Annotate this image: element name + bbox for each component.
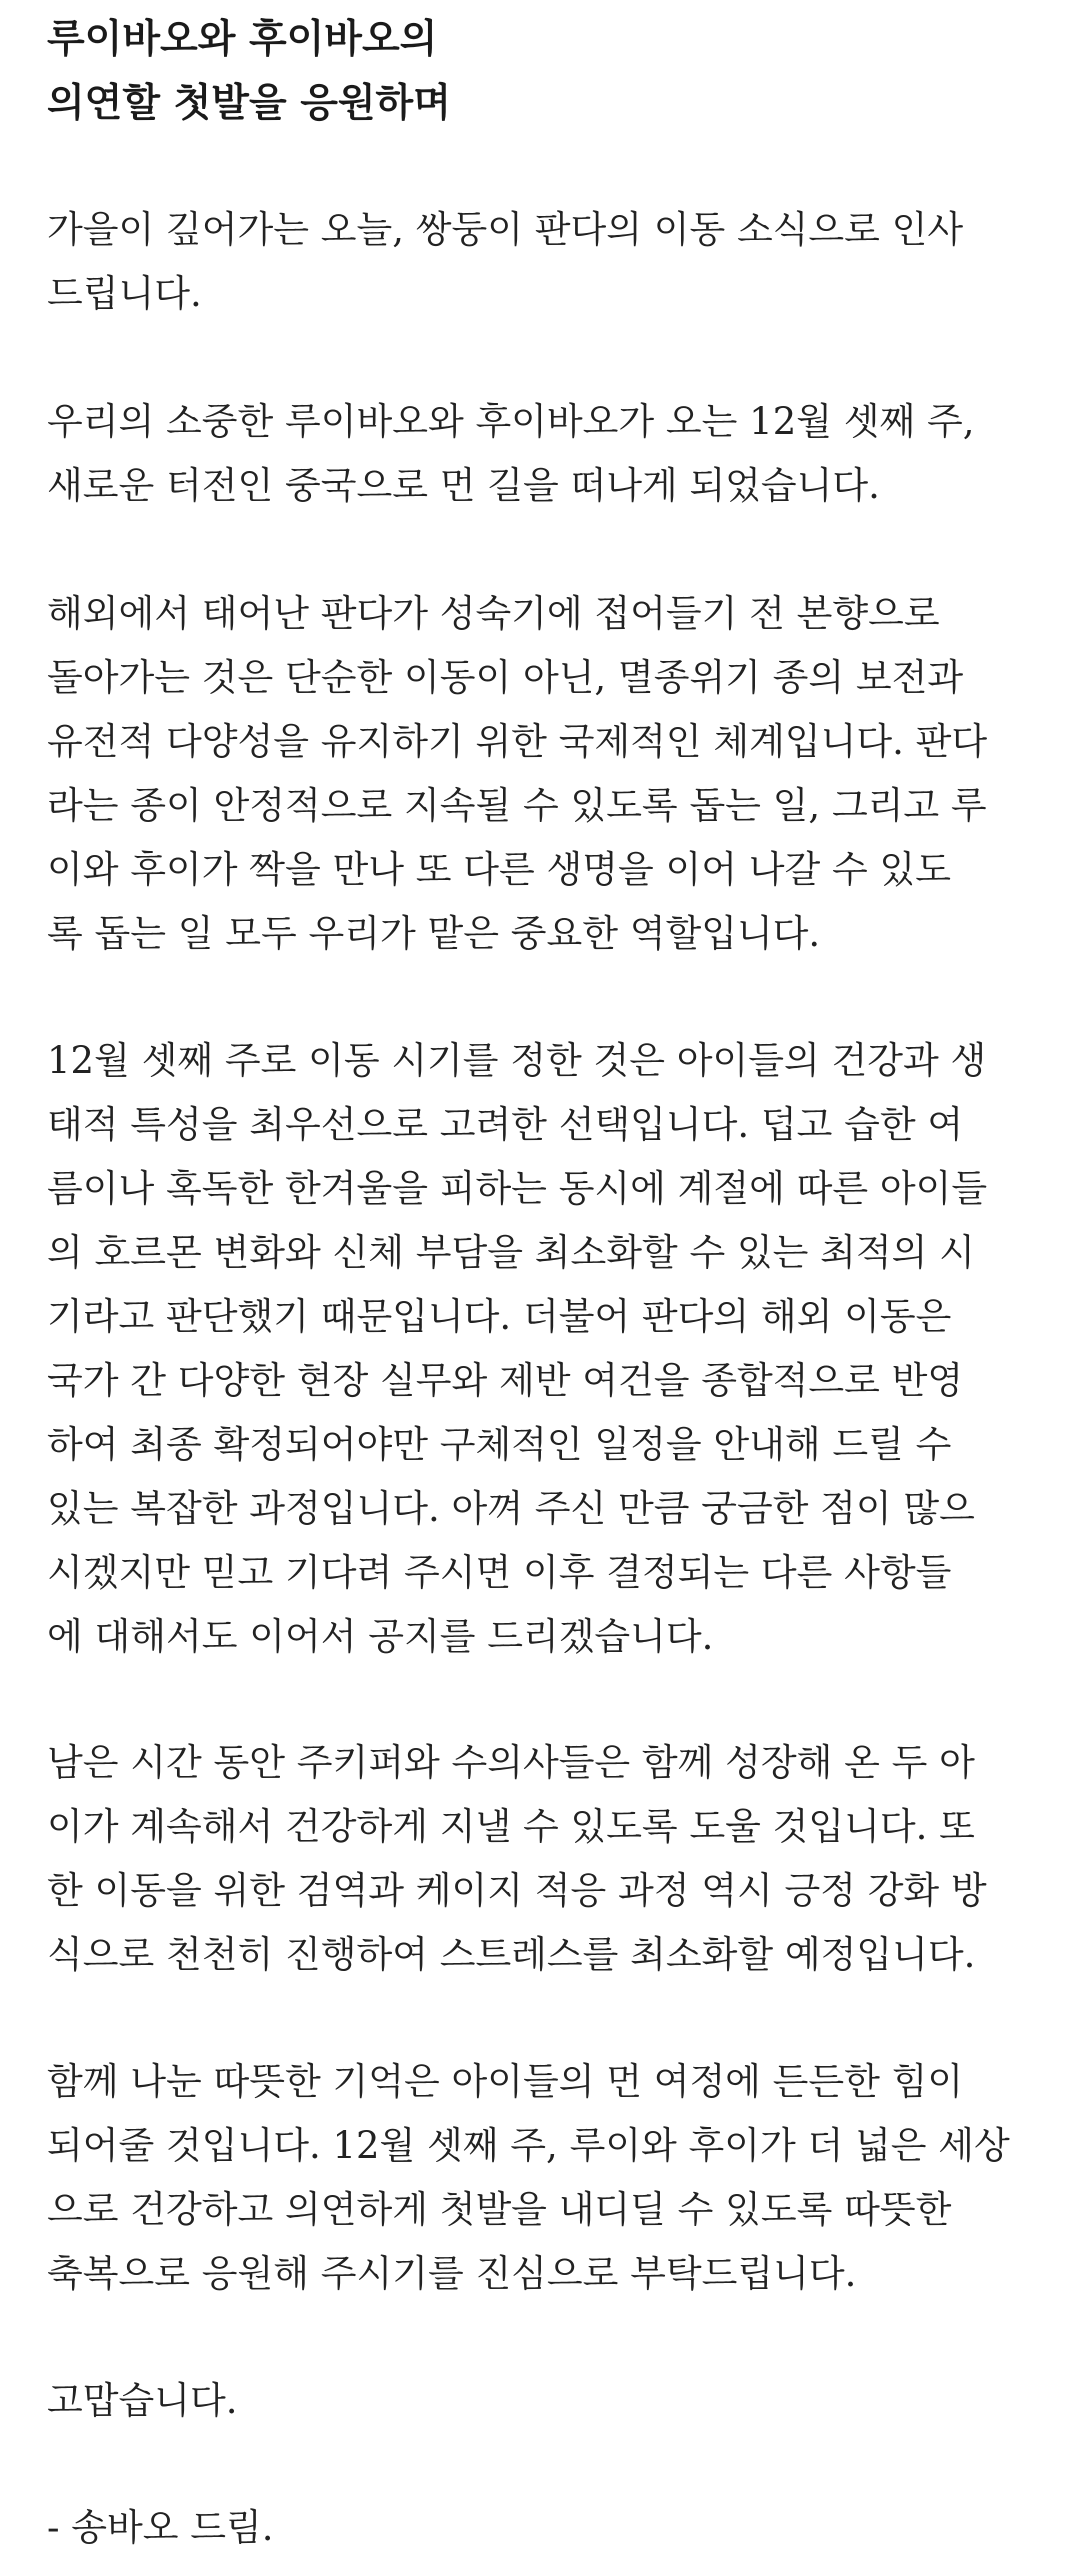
paragraph-thanks: [47, 2369, 1047, 2433]
paragraph-blessing: [47, 2050, 1047, 2306]
paragraph-reason: [47, 582, 1047, 966]
letter-signature: [47, 2496, 1047, 2560]
paragraph-line: 12월 셋째 주로 이동 시기를 정한 것은 아이들의 건강과 생: [47, 1039, 987, 1082]
paragraph-line: 축복으로 응원해 주시기를 진심으로 부탁드립니다.: [47, 2252, 857, 2295]
paragraph-line: 국가 간 다양한 현장 실무와 제반 여건을 종합적으로 반영: [47, 1359, 964, 1402]
paragraph-line: 이가 계속해서 건강하게 지낼 수 있도록 도울 것입니다. 또: [47, 1805, 975, 1848]
paragraph-line: 유전적 다양성을 유지하기 위한 국제적인 체계입니다. 판다: [47, 720, 988, 763]
paragraph-line: 의 호르몬 변화와 신체 부담을 최소화할 수 있는 최적의 시: [47, 1231, 975, 1274]
paragraph-line: 록 돕는 일 모두 우리가 맡은 중요한 역할입니다.: [47, 912, 821, 955]
paragraph-announcement: [47, 390, 1047, 518]
letter-title: [47, 8, 1047, 136]
paragraph-care: [47, 1731, 1047, 1987]
paragraph-greeting: [47, 198, 1047, 326]
paragraph-line: 되어줄 것입니다. 12월 셋째 주, 루이와 후이가 더 넓은 세상: [47, 2124, 1010, 2167]
paragraph-line: - 송바오 드림.: [47, 2506, 274, 2549]
paragraph-line: 이와 후이가 짝을 만나 또 다른 생명을 이어 나갈 수 있도: [47, 848, 951, 891]
paragraph-line: 시겠지만 믿고 기다려 주시면 이후 결정되는 다른 사항들: [47, 1551, 952, 1594]
paragraph-line: 남은 시간 동안 주키퍼와 수의사들은 함께 성장해 온 두 아: [47, 1741, 975, 1784]
paragraph-line: 돌아가는 것은 단순한 이동이 아닌, 멸종위기 종의 보전과: [47, 656, 964, 699]
paragraph-timing: [47, 1029, 1047, 1669]
title-line: 루이바오와 후이바오의: [47, 17, 438, 62]
paragraph-line: 있는 복잡한 과정입니다. 아껴 주신 만큼 궁금한 점이 많으: [47, 1487, 975, 1530]
paragraph-line: 한 이동을 위한 검역과 케이지 적응 과정 역시 긍정 강화 방: [47, 1869, 987, 1912]
paragraph-line: 름이나 혹독한 한겨울을 피하는 동시에 계절에 따른 아이들: [47, 1167, 988, 1210]
paragraph-line: 함께 나눈 따뜻한 기억은 아이들의 먼 여정에 든든한 힘이: [47, 2060, 964, 2103]
paragraph-line: 으로 건강하고 의연하게 첫발을 내디딜 수 있도록 따뜻한: [47, 2188, 952, 2231]
paragraph-line: 고맙습니다.: [47, 2379, 238, 2422]
paragraph-line: 기라고 판단했기 때문입니다. 더불어 판다의 해외 이동은: [47, 1295, 952, 1338]
paragraph-line: 해외에서 태어난 판다가 성숙기에 접어들기 전 본향으로: [47, 592, 940, 635]
paragraph-line: 라는 종이 안정적으로 지속될 수 있도록 돕는 일, 그리고 루: [47, 784, 987, 827]
paragraph-line: 드립니다.: [47, 272, 202, 315]
title-line: 의연할 첫발을 응원하며: [47, 81, 451, 126]
paragraph-line: 에 대해서도 이어서 공지를 드리겠습니다.: [47, 1615, 714, 1658]
paragraph-line: 새로운 터전인 중국으로 먼 길을 떠나게 되었습니다.: [47, 464, 880, 507]
paragraph-line: 가을이 깊어가는 오늘, 쌍둥이 판다의 이동 소식으로 인사: [47, 208, 964, 251]
paragraph-line: 식으로 천천히 진행하여 스트레스를 최소화할 예정입니다.: [47, 1933, 976, 1976]
paragraph-line: 우리의 소중한 루이바오와 후이바오가 오는 12월 셋째 주,: [47, 400, 975, 443]
paragraph-line: 태적 특성을 최우선으로 고려한 선택입니다. 덥고 습한 여: [47, 1103, 964, 1146]
paragraph-line: 하여 최종 확정되어야만 구체적인 일정을 안내해 드릴 수: [47, 1423, 952, 1466]
